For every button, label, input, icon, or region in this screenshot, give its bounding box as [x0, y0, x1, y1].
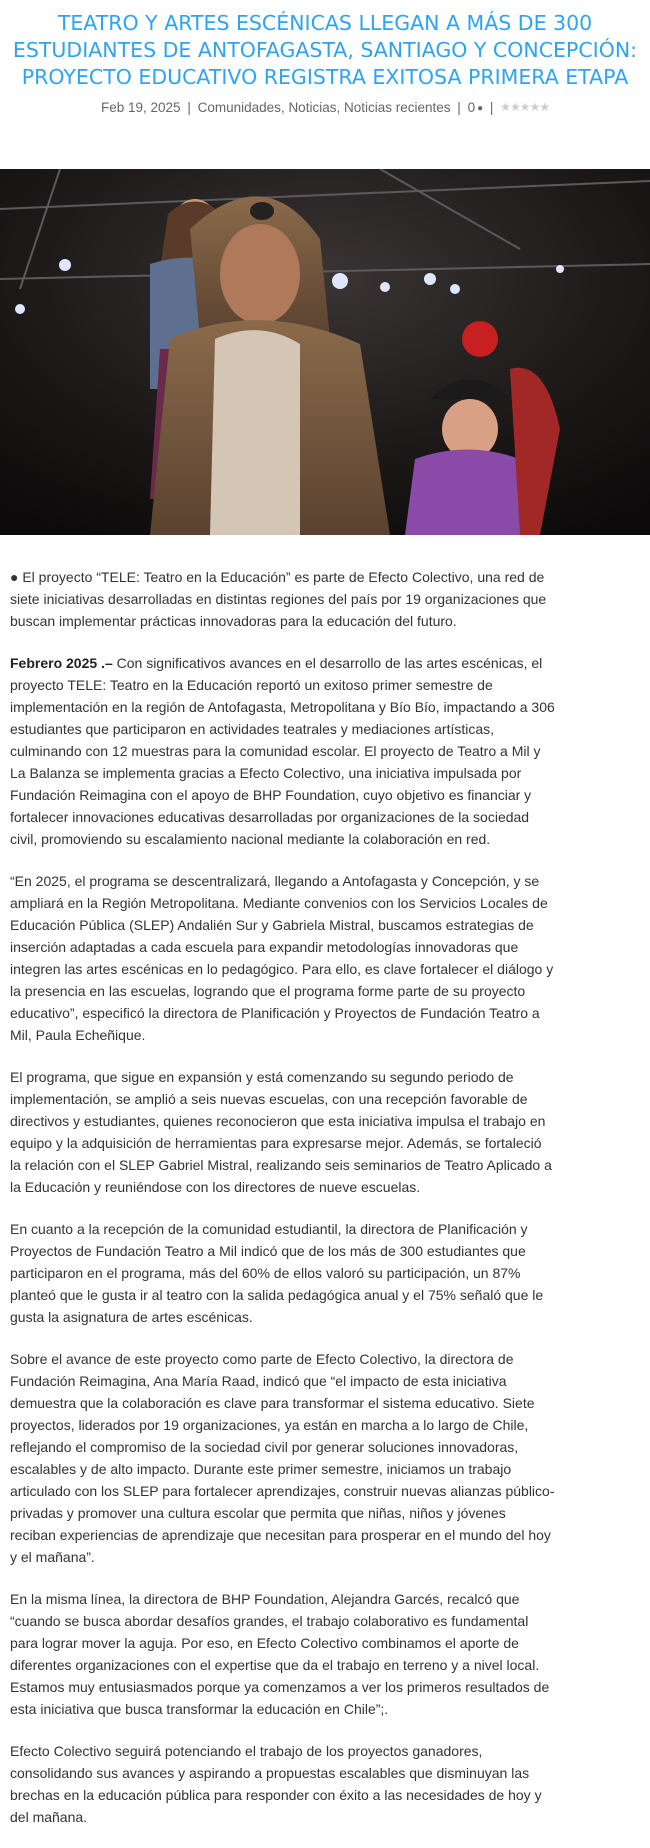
star-icon: ★	[519, 100, 530, 114]
rating-stars	[500, 97, 549, 117]
article-paragraph: Sobre el avance de este proyecto como parte de Efecto Colectivo, la directora de Fundación Reimagina, Ana María Raad, indicó que “el impacto de esta iniciativa demuestra que la colaboración es clave para transformar el sistema educativo. Siete proyectos, liderados por 19 organizaciones, ya están en marcha a lo largo de Chile, reflejando el compromiso de la sociedad civil por generar soluciones innovadoras, escalables y de alto impacto. Durante este primer semestre, iniciamos un trabajo articulado con los SLEP para fortalecer aprendizajes, construir nuevas alianzas público-privadas y promover una cultura escolar que permita que niñas, niños y jóvenes reciban experiencias de aprendizaje que necesitan para prosperar en el mundo del hoy y el mañana”.	[10, 1351, 555, 1565]
category-link[interactable]: Noticias recientes	[343, 100, 451, 115]
star-icon: ★	[529, 100, 540, 114]
article-paragraph: En cuanto a la recepción de la comunidad estudiantil, la directora de Planificación y Proyectos de Fundación Teatro a Mil indicó que de los más de 300 estudiantes que participaron en el programa, más del 60% de ellos valoró su participación, un 87% planteó que le gusta ir al teatro con la salida pedagógica anual y el 75% señaló que le gusta la asignatura de artes escénicas.	[10, 1221, 544, 1325]
theater-photo-icon	[0, 169, 650, 535]
star-icon: ★	[500, 100, 510, 114]
article-paragraph: El programa, que sigue en expansión y está comenzando su segundo periodo de implementación, se amplió a seis nuevas escuelas, con una recepción favorable de directivos y estudiantes, quienes reconocieron que esta iniciativa impulsa el trabajo en equipo y la adquisición de herramientas para expresarse mejor. Además, se fortaleció la relación con el SLEP Gabriel Mistral, realizando seis seminarios de Teatro Aplicado a la Educación y reuniéndose con los directores de nueve escuelas.	[10, 1069, 552, 1195]
post-date: Feb 19, 2025	[100, 100, 181, 115]
article-body	[10, 566, 555, 1848]
category-link[interactable]: Noticias	[288, 100, 337, 115]
article-paragraph: “En 2025, el programa se descentralizará, llegando a Antofagasta y Concepción, y se ampliará en la Región Metropolitana. Mediante convenios con los Servicios Locales de Educación Pública (SLEP) Andalién Sur y Gabriela Mistral, buscamos estrategias de inserción adaptadas a cada escuela para expandir metodologías innovadoras que integren las artes escénicas en lo pedagógico. Para ello, es clave fortalecer el diálogo y la presencia en las escuelas, logrando que el programa forme parte de su proyecto educativo”, especificó la directora de Planificación y Proyectos de Fundación Teatro a Mil, Paula Echeñique.	[10, 873, 554, 1043]
comments-link[interactable]	[468, 100, 484, 115]
dateline: Febrero 2025 .–	[10, 655, 113, 671]
featured-image	[0, 169, 650, 535]
post-meta: Feb 19, 2025 | Comunidades, Noticias, Noticias recientes | 0 ● | ★★★★★	[0, 97, 650, 119]
article-paragraph: En la misma línea, la directora de BHP Foundation, Alejandra Garcés, recalcó que “cuando se busca abordar desafíos grandes, el trabajo colaborativo es fundamental para lograr mover la aguja. Por eso, en Efecto Colectivo combinamos el aporte de diferentes organizaciones con el expertise que da el trabajo en terreno y a nivel local. Estamos muy entusiasmados porque ya comenzamos a ver los primeros resultados de esta iniciativa que busca transformar la educación en Chile”;.	[10, 1591, 550, 1717]
comment-bubble-icon: ●	[477, 103, 484, 114]
star-icon: ★	[539, 100, 549, 114]
article-paragraph: Efecto Colectivo seguirá potenciando el trabajo de los proyectos ganadores, consolidando sus avances y aspirando a propuestas escalables que disminuyan las brechas en la educación pública para responder con éxito a las necesidades de hoy y del mañana.	[10, 1743, 542, 1825]
comments-count: 0	[467, 100, 476, 115]
article-summary: ● El proyecto “TELE: Teatro en la Educación” es parte de Efecto Colectivo, una red de siete iniciativas desarrolladas en distintas regiones del país por 19 organizaciones que buscan implementar prácticas innovadoras para la educación del futuro.	[10, 569, 547, 629]
article-paragraph: Febrero 2025 .– Con significativos avances en el desarrollo de las artes escénicas, el proyecto TELE: Teatro en la Educación reportó un exitoso primer semestre de implementación en la región de Antofagasta, Metropolitana y Bío Bío, impactando a 306 estudiantes que participaron en actividades teatrales y mediaciones artísticas, culminando con 12 muestras para la comunidad escolar. El proyecto de Teatro a Mil y La Balanza se implementa gracias a Efecto Colectivo, una iniciativa impulsada por Fundación Reimagina con el apoyo de BHP Foundation, cuyo objetivo es financiar y fortalecer innovaciones educativas desarrolladas por organizaciones de la sociedad civil, promoviendo su escalamiento nacional mediante la colaboración en red.	[10, 655, 555, 847]
post-title: TEATRO Y ARTES ESCÉNICAS LLEGAN A MÁS DE 300 ESTUDIANTES DE ANTOFAGASTA, SANTIAGO Y CONCEPCIÓN: PROYECTO EDUCATIVO REGISTRA EXITOSA PRIMERA ETAPA	[12, 11, 638, 89]
star-icon: ★	[509, 100, 520, 114]
category-link[interactable]: Comunidades	[197, 100, 281, 115]
